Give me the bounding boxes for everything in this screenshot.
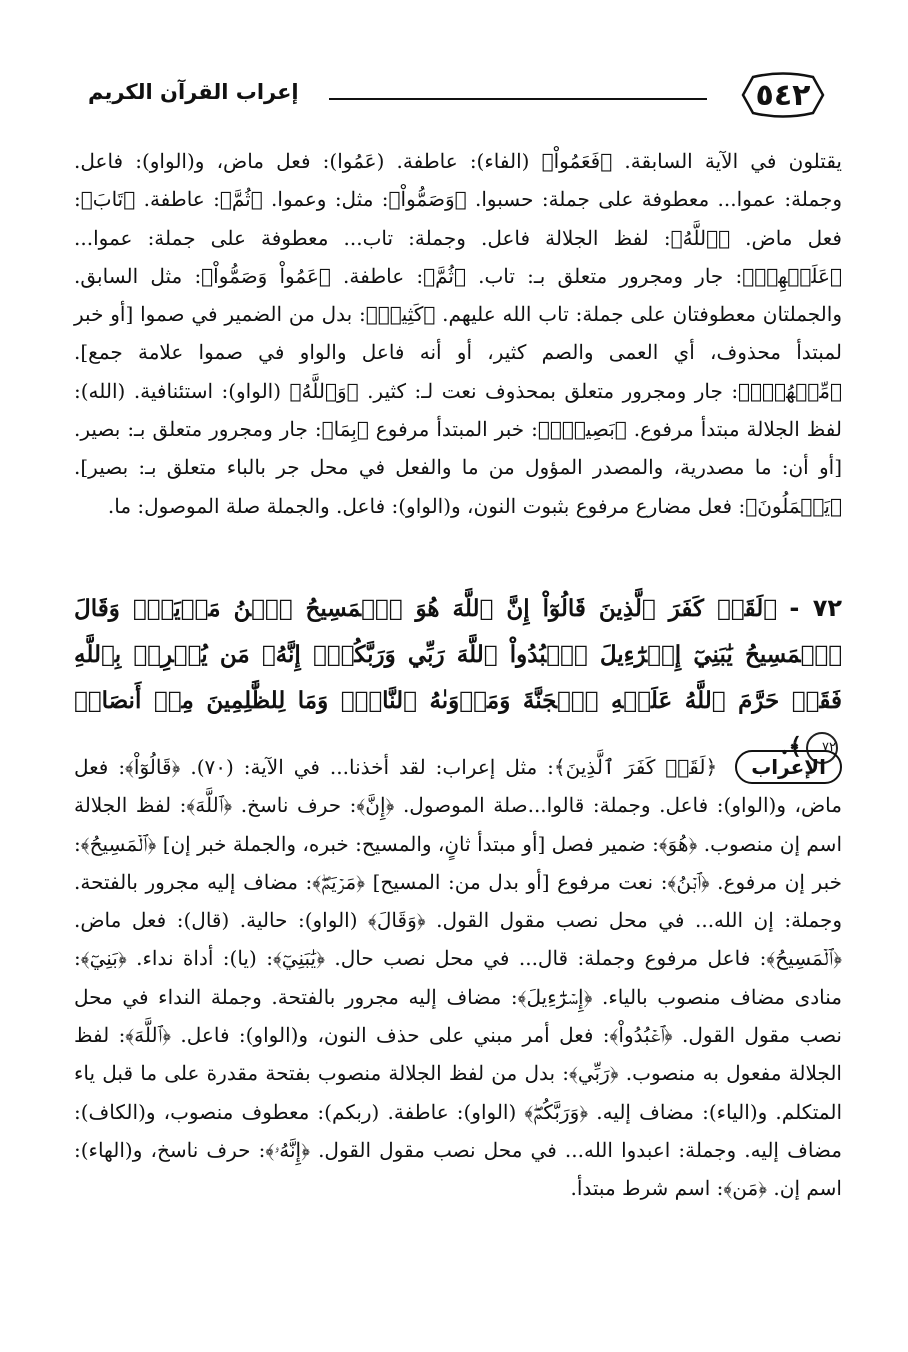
ayah-end-marker: ٧٢ — [806, 732, 838, 764]
page-header — [88, 70, 833, 126]
irab-badge: الإعراب — [735, 750, 842, 784]
book-title: إعراب القرآن الكريم — [88, 80, 299, 104]
verse-closing: ﴾. — [780, 733, 802, 760]
quran-verse: ٧٢ - ﴿لَقَدۡ كَفَرَ ٱلَّذِينَ قَالُوٓاْ إِنَّ ٱللَّهَ هُوَ ٱلۡمَسِيحُ ٱبۡنُ مَرۡيَمَۖ وَقَالَ ٱلۡمَسِيحُ يَٰبَنِيٓ إِسۡرَٰٓءِيلَ ٱعۡبُدُواْ ٱللَّهَ رَبِّي وَرَبَّكُمۡۖ إِنَّهُۥ مَن يُشۡرِكۡ بِٱللَّهِ فَقَدۡ حَرَّمَ ٱللَّهُ عَلَيۡهِ ٱلۡجَنَّةَ وَمَأۡوَىٰهُ ٱلنَّارُۖ وَمَا لِلظَّٰلِمِينَ مِنۡ أَنصَارٖ ٧٢﴾. — [74, 586, 842, 770]
verse-number: ٧٢ — [812, 594, 843, 622]
header-rule — [329, 98, 707, 100]
verse-text: ﴿لَقَدۡ كَفَرَ ٱلَّذِينَ قَالُوٓاْ إِنَّ ٱللَّهَ هُوَ ٱلۡمَسِيحُ ٱبۡنُ مَرۡيَمَۖ وَقَالَ ٱلۡمَسِيحُ يَٰبَنِيٓ إِسۡرَٰٓءِيلَ ٱعۡبُدُواْ ٱللَّهَ رَبِّي وَرَبَّكُمۡۖ إِنَّهُۥ مَن يُشۡرِكۡ بِٱللَّهِ فَقَدۡ حَرَّمَ ٱللَّهُ عَلَيۡهِ ٱلۡجَنَّةَ وَمَأۡوَىٰهُ ٱلنَّارُۖ وَمَا لِلظَّٰلِمِينَ مِنۡ أَنصَارٖ — [74, 595, 842, 714]
page-number: ٥٤٢ — [755, 77, 811, 113]
irab-paragraph — [74, 748, 842, 1208]
irab-text: ﴿لَقَدۡ كَفَرَ ٱلَّذِينَ﴾: مثل إعراب: لقد أخذنا... في الآية: (٧٠). ﴿قَالُوٓاْ﴾: فعل ماض، و(الواو): فاعل. وجملة: قالوا...صلة الموصول. ﴿إِنَّ﴾: حرف ناسخ. ﴿ٱللَّهَ﴾: لفظ الجلالة اسم إن منصوب. ﴿هُوَ﴾: ضمير فصل [أو مبتدأ ثانٍ، والمسيح: خبره، والجملة خبر إن] ﴿ٱلۡمَسِيحُ﴾: خبر إن مرفوع. ﴿ٱبۡنُ﴾: نعت مرفوع [أو بدل من: المسيح] ﴿مَرۡيَمَۖ﴾: مضاف إليه مجرور بالفتحة. وجملة: إن الله... في محل نصب مقول القول. ﴿وَقَالَ﴾ (الواو): حالية. (قال): فعل ماض. ﴿ٱلۡمَسِيحُ﴾: فاعل مرفوع وجملة: قال... في محل نصب حال. ﴿يَٰبَنِيٓ﴾: (يا): أداة نداء. ﴿بَنِيٓ﴾: منادى مضاف منصوب بالياء. ﴿إِسۡرَٰٓءِيلَ﴾: مضاف إليه مجرور بالفتحة. وجملة النداء في محل نصب مقول القول. ﴿ٱعۡبُدُواْ﴾: فعل أمر مبني على حذف النون، و(الواو): فاعل. ﴿ٱللَّهَ﴾: لفظ الجلالة مفعول به منصوب. ﴿رَبِّي﴾: بدل من لفظ الجلالة منصوب بفتحة مقدرة على ما قبل ياء المتكلم. و(الياء): مضاف إليه. ﴿وَرَبَّكُمۡۖ﴾ (الواو): عاطفة. (ربكم): معطوف منصوب، و(الكاف): مضاف إليه. وجملة: اعبدوا الله... في محل نصب مقول القول. ﴿إِنَّهُۥ﴾: حرف ناسخ، و(الهاء): اسم إن. ﴿مَن﴾: اسم شرط مبتدأ. — [74, 755, 842, 1201]
page-number-frame — [733, 72, 833, 118]
commentary-paragraph-1: يقتلون في الآية السابقة. ﴿فَعَمُواْ﴾ (الفاء): عاطفة. (عَمُوا): فعل ماض، و(الواو): فاعل. وجملة: عموا... معطوفة على جملة: حسبوا. ﴿وَصَمُّواْ﴾: مثل: وعموا. ﴿ثُمَّ﴾: عاطفة. ﴿تَابَ﴾: فعل ماض. ﴿ٱللَّهُ﴾: لفظ الجلالة فاعل. وجملة: تاب... معطوفة على جملة: عموا... ﴿عَلَيۡهِمۡ﴾: جار ومجرور متعلق بـ: تاب. ﴿ثُمَّ﴾: عاطفة. ﴿عَمُواْ وَصَمُّواْ﴾: مثل السابق. والجملتان معطوفتان على جملة: تاب الله عليهم. ﴿كَثِيرٞ﴾: بدل من الضمير في صموا [أو خبر لمبتدأ محذوف، أي العمى والصم كثير، أو أنه فاعل والواو في صموا علامة جمع]. ﴿مِّنۡهُمۡۚ﴾: جار ومجرور متعلق بمحذوف نعت لـ: كثير. ﴿وَٱللَّهُ﴾ (الواو): استئنافية. (الله): لفظ الجلالة مبتدأ مرفوع. ﴿بَصِيرُۢ﴾: خبر المبتدأ مرفوع ﴿بِمَا﴾: جار ومجرور متعلق بـ: بصير. [أو أن: ما مصدرية، والمصدر المؤول من ما والفعل في محل جر بالباء متعلق بـ: بصير]. ﴿يَعۡمَلُونَ﴾: فعل مضارع مرفوع بثبوت النون، و(الواو): فاعل. والجملة صلة الموصول: ما. — [74, 149, 843, 518]
